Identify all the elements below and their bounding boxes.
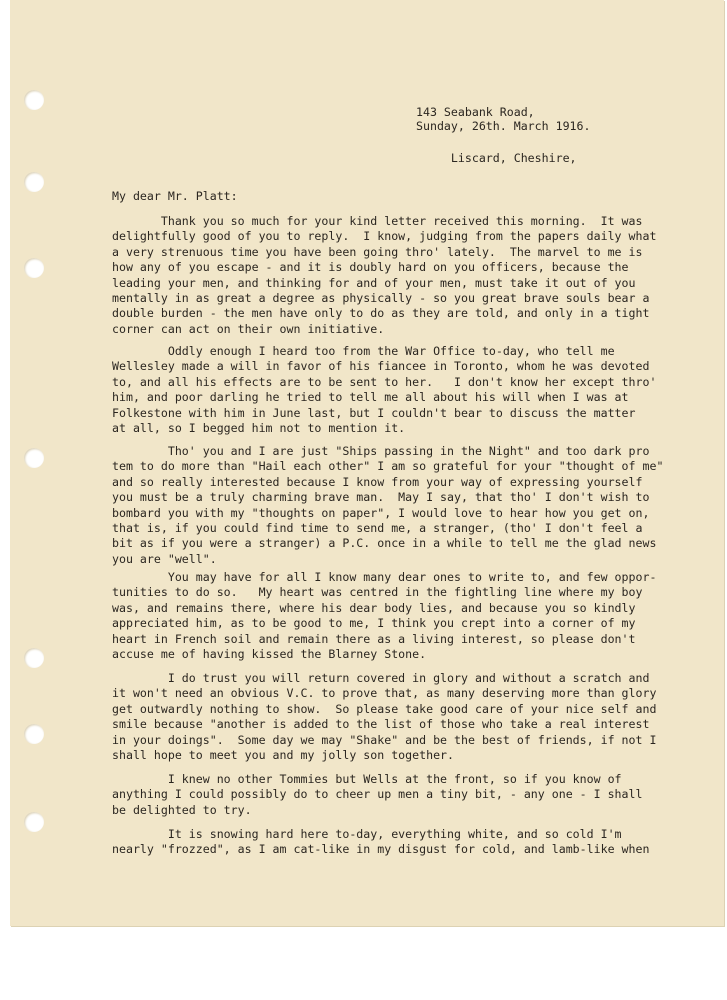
text-line: was, and remains there, where his dear body lies, and because you so kindly — [112, 600, 636, 615]
paragraph — [112, 214, 656, 337]
text-line: you must be a truly charming brave man. May I say, that tho' I don't wish to — [112, 490, 650, 505]
text-line: I knew no other Tommies but Wells at the front, so if you know of — [112, 772, 622, 786]
text-line: Folkestone with him in June last, but I couldn't bear to discuss the matter — [112, 405, 636, 420]
punch-hole — [24, 90, 44, 110]
paragraph — [112, 827, 649, 858]
text-line: Thank you so much for your kind letter received this morning. It was — [112, 214, 643, 228]
text-line: It is snowing hard here to-day, everything white, and so cold I'm — [112, 827, 622, 841]
text-line: smile because "another is added to the list of those who take a real interest — [112, 717, 650, 732]
punch-hole — [24, 724, 44, 744]
paragraph — [112, 671, 656, 763]
punch-hole — [24, 812, 44, 832]
text-line: get outwardly nothing to show. So please take good care of your nice self and — [112, 701, 657, 716]
text-line: heart in French soil and remain there as a living interest, so please don't — [112, 631, 636, 646]
paragraph — [112, 444, 663, 567]
text-line: anything I could possibly do to cheer up men a tiny bit, - any one - I shall — [112, 787, 643, 802]
text-line: I do trust you will return covered in glory and without a scratch and — [112, 671, 650, 685]
text-line: at all, so I begged him not to mention it. — [112, 421, 406, 436]
text-line: how any of you escape - and it is doubly hard on you officers, because the — [112, 260, 629, 275]
text-line: Wellesley made a will in favor of his fiancee in Toronto, whom he was devoted — [112, 359, 650, 374]
salutation: My dear Mr. Platt: — [112, 189, 238, 203]
text-line: tem to do more than "Hail each other" I am so grateful for your "thought of me" — [112, 459, 664, 474]
text-line: mentally in as great a degree as physically - so you great brave souls bear a — [112, 291, 650, 306]
text-line: it won't need an obvious V.C. to prove that, as many deserving more than glory — [112, 686, 657, 701]
letter-date: Sunday, 26th. March 1916. — [416, 119, 591, 133]
paragraph — [112, 570, 656, 662]
text-line: and so really interested because I know from your way of expressing yourself — [112, 474, 643, 489]
text-line: to, and all his effects are to be sent to her. I don't know her except thro' — [112, 374, 657, 389]
text-line: in your doings". Some day we may "Shake" and be the best of friends, if not I — [112, 732, 657, 747]
text-line: shall hope to meet you and my jolly son together. — [112, 748, 455, 763]
punch-hole — [24, 648, 44, 668]
text-line: You may have for all I know many dear ones to write to, and few oppor- — [112, 570, 657, 584]
text-line: a very strenuous time you have been going thro' lately. The marvel to me is — [112, 244, 643, 259]
text-line: Tho' you and I are just "Ships passing in the Night" and too dark pro — [112, 444, 650, 458]
paragraph — [112, 344, 656, 436]
text-line: him, and poor darling he tried to tell me all about his will when I was at — [112, 390, 629, 405]
text-line: delightfully good of you to reply. I know, judging from the papers daily what — [112, 229, 657, 244]
paragraph — [112, 772, 642, 818]
text-line: double burden - the men have only to do as they are told, and only in a tight — [112, 306, 650, 321]
text-line: Oddly enough I heard too from the War Office to-day, who tell me — [112, 344, 615, 358]
punch-hole — [24, 448, 44, 468]
text-line: that is, if you could find time to send me, a stranger, (tho' I don't feel a — [112, 521, 643, 536]
text-line: bombard you with my "thoughts on paper", I would love to hear how you get on, — [112, 505, 650, 520]
text-line: nearly "frozzed", as I am cat-like in my disgust for cold, and lamb-like when — [112, 842, 650, 857]
text-line: appreciated him, as to be good to me, I think you crept into a corner of my — [112, 616, 636, 631]
punch-hole — [24, 172, 44, 192]
address-line: 143 Seabank Road, — [416, 104, 535, 119]
punch-hole — [24, 258, 44, 278]
text-line: accuse me of having kissed the Blarney Stone. — [112, 647, 427, 662]
text-line: you are "well". — [112, 551, 217, 566]
text-line: be delighted to try. — [112, 802, 252, 817]
text-line: bit as if you were a stranger) a P.C. once in a while to tell me the glad news — [112, 536, 657, 551]
text-line: corner can act on their own initiative. — [112, 321, 385, 336]
text-line: leading your men, and thinking for and of your men, must take it out of you — [112, 275, 636, 290]
text-line: tunities to do so. My heart was centred in the fightling line where my boy — [112, 585, 643, 600]
address-line: Liscard, Cheshire, — [416, 151, 577, 166]
